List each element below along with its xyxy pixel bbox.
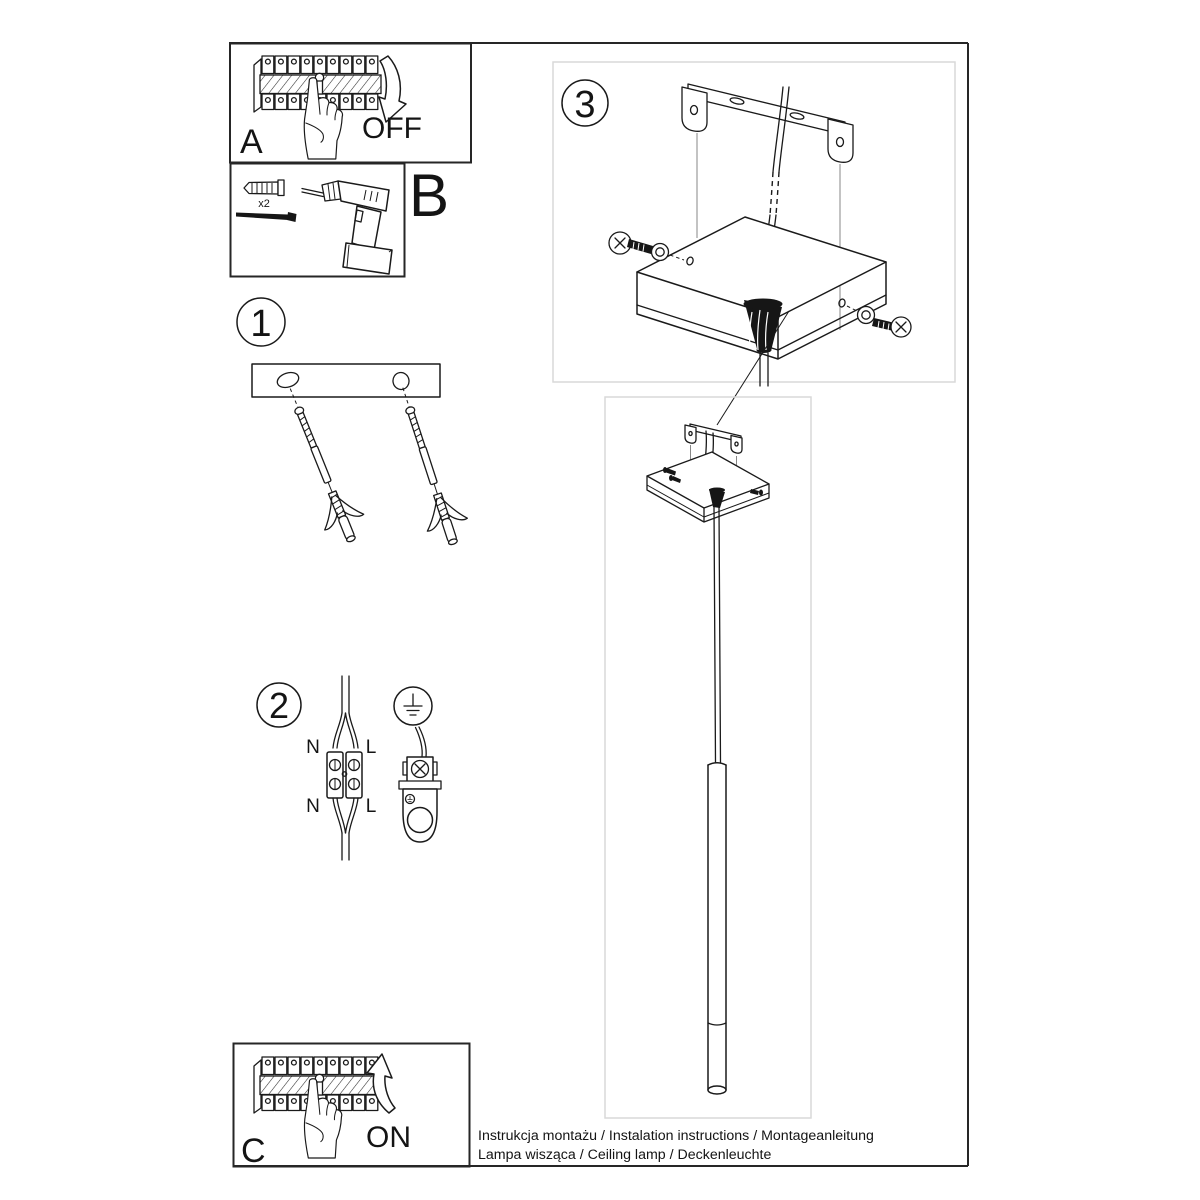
step-3-canopy-exploded [553,62,955,425]
ceiling-bracket-illustration [682,84,853,162]
footer-line-1: Instrukcja montażu / Instalation instructions / Montageanleitung [478,1128,874,1144]
panel-c-power-on [234,1044,470,1171]
suspension-cable-icon [714,507,721,762]
canopy-screw-left-icon [609,232,684,261]
ground-symbol-icon [394,687,432,725]
drill-icon [302,181,392,274]
page-frame [229,43,968,1166]
dowel-quantity-label: x2 [258,198,270,210]
panel-a-label: A [240,123,263,161]
terminal-n-bottom-label: N [306,796,320,817]
lamp-tube-icon [708,763,726,1094]
lamp-cable-illustration [333,798,358,860]
assembled-canopy-icon [647,452,769,522]
panel-c-state: ON [366,1121,411,1154]
footer [478,1128,874,1163]
panel-a-power-off [230,44,471,163]
screw-icon [236,212,297,222]
terminal-block-illustration [327,752,362,798]
panel-c-label: C [241,1132,266,1170]
step-1-anchors [237,298,474,551]
step-1-number: 1 [250,303,272,345]
panel-b-label: B [409,162,450,229]
step-3-number: 3 [574,84,596,126]
step-2-number: 2 [268,685,290,726]
panel-a-state: OFF [362,112,422,145]
anchor-assembly-icon [271,381,372,549]
supply-cable-illustration [333,676,358,748]
anchor-assembly-icon [383,381,474,550]
wall-plug-icon [244,180,284,196]
terminal-l-bottom-label: L [365,796,377,817]
panel-b-tools [231,162,450,277]
terminal-n-top-label: N [306,737,320,758]
ground-clamp-icon [399,727,441,842]
pendant-lamp-illustration [605,397,811,1118]
canopy-screw-right-icon [838,298,911,337]
terminal-l-top-label: L [365,737,377,758]
step-2-wiring [257,676,441,860]
footer-line-2: Lampa wisząca / Ceiling lamp / Deckenleuchte [478,1147,772,1163]
mounting-strip-illustration [252,364,440,397]
